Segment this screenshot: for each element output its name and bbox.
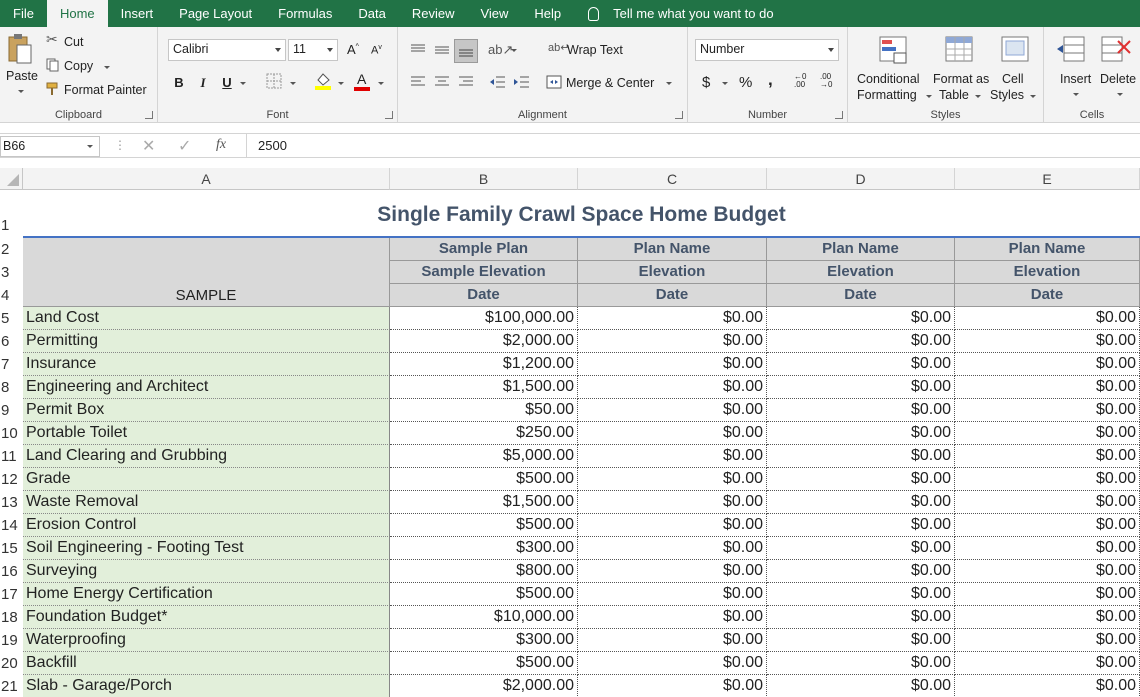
orientation-icon[interactable]: ab↗: [488, 42, 514, 57]
conditional-formatting-label-2: Formatting: [857, 88, 917, 102]
line-item-label[interactable]: Grade: [23, 468, 390, 491]
align-top-icon[interactable]: [410, 43, 426, 57]
amount-cell-c[interactable]: $0.00: [578, 491, 767, 514]
row-header[interactable]: 20: [1, 655, 18, 672]
amount-cell-e[interactable]: $0.00: [955, 629, 1140, 652]
amount-cell-b[interactable]: $800.00: [390, 560, 578, 583]
fill-color-caret-icon: [338, 82, 344, 85]
format-as-table-button[interactable]: [932, 33, 992, 103]
amount-cell-d[interactable]: $0.00: [767, 307, 955, 330]
amount-cell-e[interactable]: $0.00: [955, 537, 1140, 560]
plan-header-cell[interactable]: Sample Plan: [390, 238, 578, 261]
line-item-label[interactable]: Waterproofing: [23, 629, 390, 652]
amount-cell-d[interactable]: $0.00: [767, 560, 955, 583]
amount-cell-d[interactable]: $0.00: [767, 422, 955, 445]
lightbulb-icon: [588, 7, 599, 21]
row-header[interactable]: 11: [1, 448, 17, 465]
amount-cell-c[interactable]: $0.00: [578, 629, 767, 652]
plan-header-cell[interactable]: Plan Name: [767, 238, 955, 261]
amount-cell-b[interactable]: $2,000.00: [390, 675, 578, 697]
line-item-label[interactable]: Insurance: [23, 353, 390, 376]
amount-cell-e[interactable]: $0.00: [955, 514, 1140, 537]
amount-cell-b[interactable]: $250.00: [390, 422, 578, 445]
borders-icon[interactable]: [266, 73, 282, 89]
number-format-arrow-icon: [828, 48, 834, 52]
format-as-table-label-1: Format as: [933, 72, 990, 86]
line-item-label[interactable]: Backfill: [23, 652, 390, 675]
row-header[interactable]: 9: [1, 402, 10, 419]
amount-cell-c[interactable]: $0.00: [578, 399, 767, 422]
line-item-label[interactable]: Slab - Garage/Porch: [23, 675, 390, 697]
amount-cell-d[interactable]: $0.00: [767, 376, 955, 399]
amount-cell-e[interactable]: $0.00: [955, 468, 1140, 491]
row-header[interactable]: 3: [1, 264, 10, 281]
amount-cell-e[interactable]: $0.00: [955, 606, 1140, 629]
cell-styles-label-1: Cell: [1002, 72, 1024, 86]
amount-cell-b[interactable]: $10,000.00: [390, 606, 578, 629]
plan-header-cell[interactable]: Elevation: [767, 261, 955, 284]
line-item-label[interactable]: Land Cost: [23, 307, 390, 330]
column-header-c[interactable]: C: [578, 168, 767, 190]
delete-label: Delete: [1100, 72, 1137, 86]
formula-input[interactable]: 2500: [258, 138, 287, 153]
amount-cell-b[interactable]: $500.00: [390, 514, 578, 537]
align-bottom-icon: [458, 44, 474, 58]
amount-cell-c[interactable]: $0.00: [578, 330, 767, 353]
tab-file[interactable]: File: [13, 6, 34, 21]
row-header[interactable]: 6: [1, 333, 10, 350]
amount-cell-e[interactable]: $0.00: [955, 491, 1140, 514]
align-center-icon[interactable]: [434, 75, 450, 89]
row-header[interactable]: 7: [1, 356, 10, 373]
format-as-table-icon: [944, 35, 976, 65]
row-header[interactable]: 8: [1, 379, 10, 396]
row-header[interactable]: 4: [1, 287, 10, 304]
amount-cell-d[interactable]: $0.00: [767, 583, 955, 606]
wrap-text-icon: ab↵: [548, 42, 570, 54]
cell-styles-caret-icon: [1030, 95, 1036, 98]
number-launcher-icon[interactable]: [835, 111, 843, 119]
tab-view[interactable]: View: [480, 6, 509, 21]
tell-me-label: Tell me what you want to do: [613, 6, 774, 21]
ribbon: [0, 27, 1140, 123]
paste-icon: [6, 33, 34, 67]
percent-button[interactable]: %: [739, 74, 753, 91]
amount-cell-e[interactable]: $0.00: [955, 422, 1140, 445]
name-box-caret-icon: [87, 145, 93, 148]
amount-cell-b[interactable]: $100,000.00: [390, 307, 578, 330]
bold-button[interactable]: B: [174, 75, 184, 90]
cut-label: Cut: [64, 35, 84, 49]
increase-indent-icon[interactable]: [512, 75, 530, 89]
cells-group: [1044, 27, 1140, 123]
amount-cell-e[interactable]: $0.00: [955, 376, 1140, 399]
comma-button[interactable]: ,: [768, 70, 773, 89]
paintbrush-icon: [46, 82, 60, 96]
wrap-text-button[interactable]: [546, 41, 676, 59]
align-left-icon[interactable]: [410, 75, 426, 89]
cancel-entry-icon[interactable]: ✕: [142, 138, 156, 155]
plan-header-cell[interactable]: Sample Elevation: [390, 261, 578, 284]
tell-me-search[interactable]: [574, 0, 786, 27]
number-format-dropdown[interactable]: [695, 39, 839, 61]
cells-group-label: Cells: [1079, 109, 1105, 121]
insert-button[interactable]: [1054, 33, 1094, 103]
number-group: [688, 27, 848, 123]
line-item-label[interactable]: Surveying: [23, 560, 390, 583]
plan-header-cell[interactable]: Date: [390, 284, 578, 307]
insert-icon: [1056, 35, 1088, 65]
delete-icon: [1100, 35, 1132, 65]
name-box[interactable]: [0, 136, 100, 157]
amount-cell-c[interactable]: $0.00: [578, 422, 767, 445]
styles-group-label: Styles: [930, 109, 961, 121]
amount-cell-b[interactable]: $50.00: [390, 399, 578, 422]
row-header[interactable]: 13: [1, 494, 18, 511]
amount-cell-e[interactable]: $0.00: [955, 560, 1140, 583]
paste-button[interactable]: [4, 33, 36, 99]
amount-cell-c[interactable]: $0.00: [578, 514, 767, 537]
alignment-group: [398, 27, 688, 123]
copy-caret-icon: [104, 66, 110, 69]
amount-cell-c[interactable]: $0.00: [578, 652, 767, 675]
row-header[interactable]: 10: [1, 425, 18, 442]
line-item-label[interactable]: Erosion Control: [23, 514, 390, 537]
font-name-dropdown[interactable]: [168, 39, 286, 61]
merge-center-icon: [546, 75, 562, 89]
plan-header-cell[interactable]: Date: [767, 284, 955, 307]
sheet-title[interactable]: Single Family Crawl Space Home Budget: [23, 191, 1140, 238]
row-header[interactable]: 2: [1, 241, 10, 258]
amount-cell-d[interactable]: $0.00: [767, 353, 955, 376]
tab-data[interactable]: Data: [358, 6, 386, 21]
ribbon-tab-bar: [0, 0, 1140, 27]
line-item-label[interactable]: Land Clearing and Grubbing: [23, 445, 390, 468]
line-item-label[interactable]: Permit Box: [23, 399, 390, 422]
paste-caret-icon: [18, 90, 24, 93]
font-name-arrow-icon: [275, 48, 281, 52]
tab-review[interactable]: Review: [411, 6, 455, 21]
formula-bar: [0, 133, 1140, 158]
amount-cell-d[interactable]: $0.00: [767, 491, 955, 514]
fill-color-icon[interactable]: [314, 71, 332, 91]
font-name-value: Calibri: [173, 42, 209, 56]
row-header[interactable]: 18: [1, 609, 18, 626]
wrap-text-label: Wrap Text: [567, 43, 623, 57]
borders-caret-icon: [290, 82, 296, 85]
amount-cell-e[interactable]: $0.00: [955, 399, 1140, 422]
amount-cell-d[interactable]: $0.00: [767, 330, 955, 353]
font-size-dropdown[interactable]: [288, 39, 338, 61]
plan-header-cell[interactable]: Elevation: [578, 261, 767, 284]
sample-header-cell[interactable]: SAMPLE: [23, 238, 390, 307]
decrease-decimal-icon[interactable]: .00 →0: [820, 72, 833, 89]
increase-decimal-icon[interactable]: ←0 .00: [794, 72, 807, 89]
insert-function-icon[interactable]: fx: [216, 137, 227, 152]
underline-caret-icon: [240, 82, 246, 85]
name-box-value: B66: [3, 139, 26, 153]
decrease-font-icon[interactable]: $A^v$: [371, 44, 382, 57]
currency-button[interactable]: $: [702, 74, 711, 91]
paste-label: Paste: [6, 69, 38, 83]
line-item-label[interactable]: Waste Removal: [23, 491, 390, 514]
row-header[interactable]: 15: [1, 540, 18, 557]
amount-cell-c[interactable]: $0.00: [578, 353, 767, 376]
format-as-table-caret-icon: [975, 95, 981, 98]
align-right-icon[interactable]: [458, 75, 474, 89]
amount-cell-c[interactable]: $0.00: [578, 560, 767, 583]
plan-header-cell[interactable]: Plan Name: [578, 238, 767, 261]
amount-cell-b[interactable]: $500.00: [390, 652, 578, 675]
row-header[interactable]: 14: [1, 517, 18, 534]
row-header[interactable]: 1: [1, 217, 10, 234]
amount-cell-d[interactable]: $0.00: [767, 399, 955, 422]
cell-styles-label-2: Styles: [990, 88, 1025, 102]
amount-cell-e[interactable]: $0.00: [955, 353, 1140, 376]
insert-label: Insert: [1060, 72, 1092, 86]
font-color-icon[interactable]: A: [354, 71, 372, 91]
clipboard-group-label: Clipboard: [54, 109, 103, 121]
row-header[interactable]: 21: [1, 678, 18, 695]
number-group-label: Number: [747, 109, 788, 121]
line-item-label[interactable]: Engineering and Architect: [23, 376, 390, 399]
align-middle-icon[interactable]: [434, 43, 450, 57]
format-as-table-label-2: Table: [939, 88, 969, 102]
column-header-a[interactable]: A: [23, 168, 390, 190]
cell-styles-button[interactable]: [990, 33, 1042, 103]
amount-cell-e[interactable]: $0.00: [955, 330, 1140, 353]
line-item-label[interactable]: Soil Engineering - Footing Test: [23, 537, 390, 560]
column-header-b[interactable]: B: [390, 168, 578, 190]
amount-cell-d[interactable]: $0.00: [767, 652, 955, 675]
line-item-label[interactable]: Permitting: [23, 330, 390, 353]
tab-page-layout[interactable]: Page Layout: [179, 6, 253, 21]
amount-cell-b[interactable]: $1,500.00: [390, 491, 578, 514]
format-painter-button[interactable]: [46, 81, 156, 99]
currency-caret-icon: [722, 82, 728, 85]
amount-cell-d[interactable]: $0.00: [767, 514, 955, 537]
amount-cell-e[interactable]: $0.00: [955, 445, 1140, 468]
row-header[interactable]: 12: [1, 471, 18, 488]
plan-header-cell[interactable]: Elevation: [955, 261, 1140, 284]
row-header[interactable]: 5: [1, 310, 10, 327]
amount-cell-d[interactable]: $0.00: [767, 445, 955, 468]
tab-home[interactable]: Home: [47, 0, 108, 27]
merge-center-caret-icon: [666, 82, 672, 85]
amount-cell-d[interactable]: $0.00: [767, 629, 955, 652]
conditional-formatting-icon: [878, 35, 910, 65]
clipboard-launcher-icon[interactable]: [145, 111, 153, 119]
formula-bar-divider: [246, 134, 247, 157]
select-all-button[interactable]: [0, 168, 23, 190]
italic-button[interactable]: I: [200, 75, 206, 90]
amount-cell-c[interactable]: $0.00: [578, 675, 767, 697]
amount-cell-b[interactable]: $300.00: [390, 629, 578, 652]
amount-cell-e[interactable]: $0.00: [955, 583, 1140, 606]
amount-cell-d[interactable]: $0.00: [767, 606, 955, 629]
amount-cell-c[interactable]: $0.00: [578, 445, 767, 468]
delete-caret-icon: [1117, 93, 1123, 96]
amount-cell-b[interactable]: $1,200.00: [390, 353, 578, 376]
font-size-arrow-icon: [327, 48, 333, 52]
styles-group: [848, 27, 1044, 123]
font-group-label: Font: [266, 109, 289, 121]
amount-cell-e[interactable]: $0.00: [955, 307, 1140, 330]
delete-button[interactable]: [1098, 33, 1140, 103]
amount-cell-b[interactable]: $1,500.00: [390, 376, 578, 399]
merge-center-label: Merge & Center: [566, 76, 655, 90]
amount-cell-c[interactable]: $0.00: [578, 583, 767, 606]
alignment-group-label: Alignment: [518, 109, 567, 121]
format-painter-label: Format Painter: [64, 83, 147, 97]
copy-icon: [46, 58, 60, 72]
decrease-indent-icon[interactable]: [488, 75, 506, 89]
font-size-value: 11: [293, 42, 306, 56]
increase-font-icon[interactable]: A^: [347, 42, 359, 57]
amount-cell-c[interactable]: $0.00: [578, 376, 767, 399]
tab-help[interactable]: Help: [534, 6, 562, 21]
plan-header-cell[interactable]: Plan Name: [955, 238, 1140, 261]
row-header[interactable]: 19: [1, 632, 18, 649]
underline-button[interactable]: U: [222, 75, 232, 90]
amount-cell-c[interactable]: $0.00: [578, 307, 767, 330]
scissors-icon: ✂: [46, 31, 58, 47]
clipboard-group: [0, 27, 158, 123]
plan-header-cell[interactable]: Date: [578, 284, 767, 307]
amount-cell-e[interactable]: $0.00: [955, 652, 1140, 675]
amount-cell-d[interactable]: $0.00: [767, 675, 955, 697]
font-launcher-icon[interactable]: [385, 111, 393, 119]
align-bottom-button[interactable]: [454, 39, 478, 63]
orientation-caret-icon: [511, 49, 517, 52]
font-color-caret-icon: [378, 82, 384, 85]
row-header[interactable]: 16: [1, 563, 18, 580]
amount-cell-d[interactable]: $0.00: [767, 537, 955, 560]
conditional-formatting-label-1: Conditional: [857, 72, 920, 86]
line-item-label[interactable]: Home Energy Certification: [23, 583, 390, 606]
amount-cell-b[interactable]: $500.00: [390, 583, 578, 606]
amount-cell-c[interactable]: $0.00: [578, 468, 767, 491]
cut-button[interactable]: [46, 33, 146, 51]
copy-button[interactable]: [46, 57, 146, 75]
cell-styles-icon: [1000, 35, 1032, 65]
amount-cell-c[interactable]: $0.00: [578, 537, 767, 560]
amount-cell-b[interactable]: $5,000.00: [390, 445, 578, 468]
confirm-entry-icon[interactable]: ✓: [178, 138, 192, 155]
amount-cell-b[interactable]: $500.00: [390, 468, 578, 491]
alignment-launcher-icon[interactable]: [675, 111, 683, 119]
formula-bar-grip-icon: ⋮: [114, 138, 126, 152]
column-header-d[interactable]: D: [767, 168, 955, 190]
line-item-label[interactable]: Foundation Budget*: [23, 606, 390, 629]
insert-caret-icon: [1073, 93, 1079, 96]
tab-insert[interactable]: Insert: [120, 6, 154, 21]
conditional-formatting-button[interactable]: [854, 33, 934, 103]
amount-cell-b[interactable]: $300.00: [390, 537, 578, 560]
amount-cell-b[interactable]: $2,000.00: [390, 330, 578, 353]
merge-center-button[interactable]: [546, 73, 676, 91]
amount-cell-d[interactable]: $0.00: [767, 468, 955, 491]
number-format-value: Number: [700, 42, 745, 56]
tab-formulas[interactable]: Formulas: [278, 6, 333, 21]
font-group: [158, 27, 398, 123]
amount-cell-e[interactable]: $0.00: [955, 675, 1140, 697]
column-header-e[interactable]: E: [955, 168, 1140, 190]
line-item-label[interactable]: Portable Toilet: [23, 422, 390, 445]
copy-label: Copy: [64, 59, 94, 73]
amount-cell-c[interactable]: $0.00: [578, 606, 767, 629]
plan-header-cell[interactable]: Date: [955, 284, 1140, 307]
row-header[interactable]: 17: [1, 586, 18, 603]
